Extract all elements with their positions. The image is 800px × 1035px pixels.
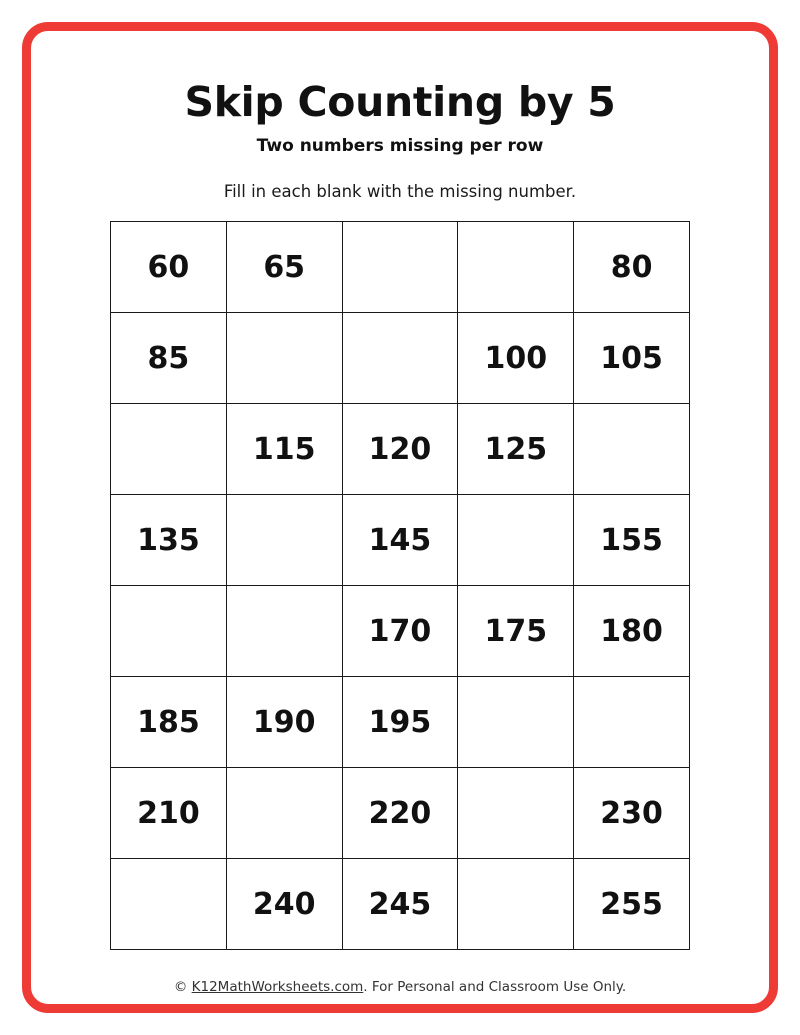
page-title: Skip Counting by 5: [184, 78, 616, 126]
grid-cell[interactable]: 105: [574, 313, 690, 404]
grid-cell-blank[interactable]: [574, 677, 690, 768]
footer-copyright-suffix: . For Personal and Classroom Use Only.: [363, 979, 627, 995]
skip-counting-grid-wrapper: [110, 221, 690, 950]
grid-cell-blank[interactable]: [458, 222, 574, 313]
grid-cell[interactable]: 125: [458, 404, 574, 495]
page-subtitle: Two numbers missing per row: [256, 136, 544, 156]
grid-cell-blank[interactable]: [226, 495, 342, 586]
table-row: [111, 768, 690, 859]
grid-cell-blank[interactable]: [342, 222, 458, 313]
grid-cell[interactable]: 170: [342, 586, 458, 677]
skip-counting-grid: [110, 221, 690, 950]
grid-cell[interactable]: 85: [111, 313, 227, 404]
grid-cell-blank[interactable]: [458, 677, 574, 768]
grid-cell[interactable]: 210: [111, 768, 227, 859]
table-row: [111, 586, 690, 677]
table-row: [111, 222, 690, 313]
grid-cell[interactable]: 60: [111, 222, 227, 313]
table-row: [111, 313, 690, 404]
grid-cell[interactable]: 155: [574, 495, 690, 586]
worksheet-content: [20, 20, 780, 1015]
grid-cell[interactable]: 195: [342, 677, 458, 768]
table-row: [111, 859, 690, 950]
grid-cell[interactable]: 80: [574, 222, 690, 313]
grid-cell[interactable]: 255: [574, 859, 690, 950]
instructions-text: Fill in each blank with the missing number.: [223, 182, 577, 201]
footer-copyright-prefix: ©: [173, 979, 192, 995]
grid-cell-blank[interactable]: [111, 859, 227, 950]
grid-cell[interactable]: 65: [226, 222, 342, 313]
grid-cell-blank[interactable]: [111, 586, 227, 677]
grid-cell-blank[interactable]: [574, 404, 690, 495]
table-row: [111, 677, 690, 768]
footer: [0, 979, 800, 995]
grid-cell[interactable]: 230: [574, 768, 690, 859]
table-row: [111, 404, 690, 495]
grid-cell-blank[interactable]: [111, 404, 227, 495]
grid-cell[interactable]: 175: [458, 586, 574, 677]
grid-cell[interactable]: 145: [342, 495, 458, 586]
grid-cell[interactable]: 220: [342, 768, 458, 859]
grid-cell-blank[interactable]: [226, 768, 342, 859]
grid-cell[interactable]: 135: [111, 495, 227, 586]
grid-cell[interactable]: 185: [111, 677, 227, 768]
grid-cell[interactable]: 100: [458, 313, 574, 404]
table-row: [111, 495, 690, 586]
grid-cell-blank[interactable]: [342, 313, 458, 404]
footer-site-link[interactable]: K12MathWorksheets.com: [191, 979, 364, 995]
grid-cell[interactable]: 180: [574, 586, 690, 677]
grid-cell[interactable]: 190: [226, 677, 342, 768]
grid-cell-blank[interactable]: [226, 586, 342, 677]
grid-cell-blank[interactable]: [226, 313, 342, 404]
grid-cell-blank[interactable]: [458, 495, 574, 586]
grid-cell[interactable]: 240: [226, 859, 342, 950]
grid-cell-blank[interactable]: [458, 859, 574, 950]
grid-cell[interactable]: 115: [226, 404, 342, 495]
grid-cell[interactable]: 245: [342, 859, 458, 950]
grid-cell-blank[interactable]: [458, 768, 574, 859]
grid-cell[interactable]: 120: [342, 404, 458, 495]
